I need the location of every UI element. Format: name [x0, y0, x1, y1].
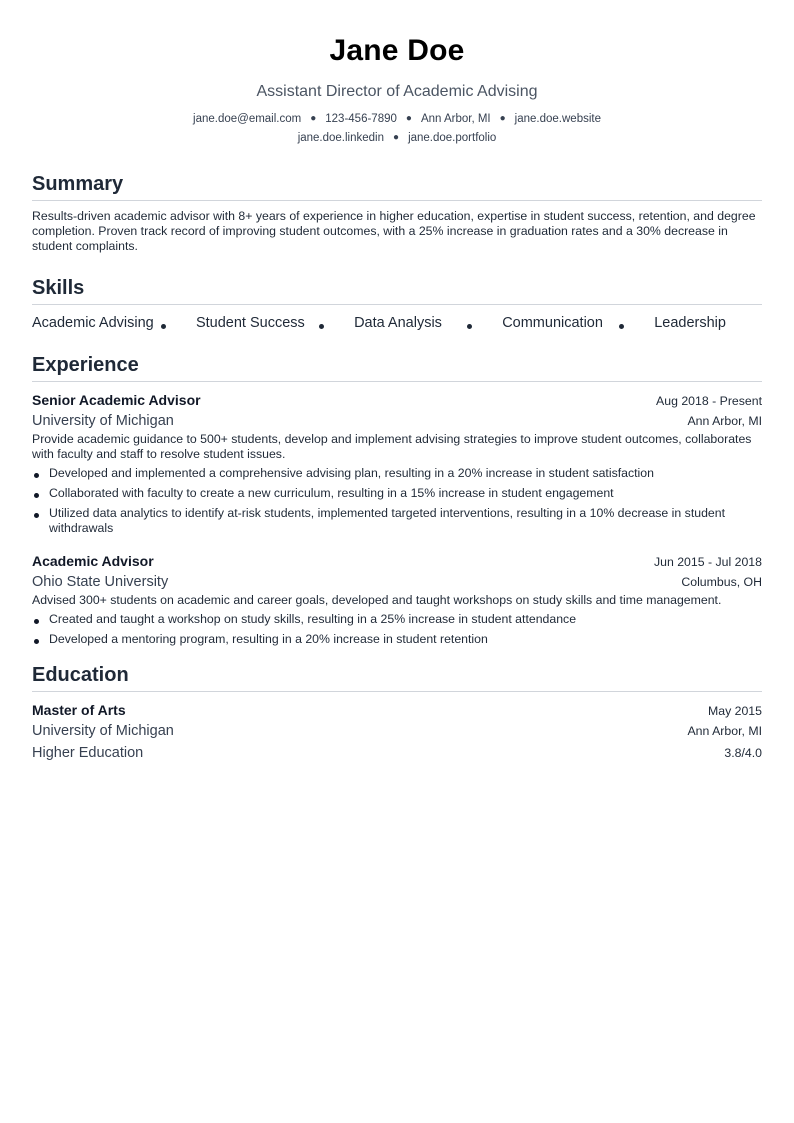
list-item: Collaborated with faculty to create a new curriculum, resulting in a 15% increase in student engagement [32, 486, 762, 501]
school-name: University of Michigan [32, 723, 174, 739]
website-link[interactable]: jane.doe.website [514, 113, 601, 125]
portfolio-link[interactable]: jane.doe.portfolio [408, 132, 497, 144]
education-section [32, 663, 762, 763]
location-text: Ann Arbor, MI [420, 113, 491, 125]
job-description: Provide academic guidance to 500+ students, develop and implement advising strategies to improve student outcomes, collaborates with faculty and staff to resolve student issues. [32, 432, 752, 461]
job-bullets [32, 466, 762, 536]
skill-item [196, 315, 324, 331]
bullet-dot [319, 324, 324, 329]
contact-row [32, 129, 762, 148]
bullet-dot [161, 324, 166, 329]
section-heading: Experience [32, 353, 762, 382]
gpa: 3.8/4.0 [724, 746, 762, 760]
list-item: Created and taught a workshop on study skills, resulting in a 25% increase in student attendance [32, 612, 762, 627]
skill-item [502, 315, 624, 331]
bullet-dot [467, 324, 472, 329]
list-item: Developed a mentoring program, resulting in a 20% increase in student retention [32, 632, 762, 647]
skill-item [32, 315, 166, 331]
resume-header [32, 0, 762, 148]
separator-dot: ● [405, 113, 412, 124]
list-item: Utilized data analytics to identify at-risk students, implemented targeted interventions, resulting in a 10% decrease in student withdrawals [32, 506, 762, 536]
contact-row [32, 110, 762, 129]
bullet-dot [619, 324, 624, 329]
skill-label: Data Analysis [354, 315, 442, 331]
experience-section [32, 353, 762, 647]
skills-section [32, 276, 762, 333]
skill-item [654, 315, 726, 331]
skill-label: Student Success [195, 315, 305, 331]
skill-item [354, 315, 472, 331]
job-bullets [32, 612, 762, 647]
job-dates: Aug 2018 - Present [656, 394, 762, 408]
linkedin-link[interactable]: jane.doe.linkedin [297, 132, 385, 144]
education-entry [32, 701, 762, 763]
job-description: Advised 300+ students on academic and career goals, developed and taught workshops on study skills and time management. [32, 593, 722, 607]
skill-label: Academic Advising [32, 315, 154, 331]
section-heading: Skills [32, 276, 762, 305]
summary-text: Results-driven academic advisor with 8+ years of experience in higher education, expertise in student success, retention, and degree completion. Proven track record of improving student outcomes, with a 25% increase in graduation rates and a 30% decrease in student complaints. [32, 209, 756, 253]
graduation-date: May 2015 [707, 704, 762, 718]
job-role: Academic Advisor [32, 553, 154, 569]
phone-text: 123-456-7890 [325, 113, 397, 125]
separator-dot: ● [499, 113, 506, 124]
list-item: Developed and implemented a comprehensive advising plan, resulting in a 20% increase in student satisfaction [32, 466, 762, 481]
job-entry [32, 552, 762, 647]
school-location: Ann Arbor, MI [687, 724, 762, 738]
job-entry [32, 391, 762, 536]
skill-label: Communication [502, 315, 603, 331]
separator-dot: ● [310, 113, 317, 124]
job-location: Columbus, OH [681, 575, 762, 589]
section-heading: Education [32, 663, 762, 692]
job-location: Ann Arbor, MI [687, 414, 762, 428]
section-heading: Summary [32, 172, 762, 201]
email-link[interactable]: jane.doe@email.com [193, 113, 302, 125]
job-role: Senior Academic Advisor [32, 392, 201, 408]
degree: Master of Arts [32, 702, 126, 718]
job-organization: University of Michigan [32, 413, 174, 429]
job-organization: Ohio State University [32, 574, 169, 590]
candidate-title: Assistant Director of Academic Advising [256, 83, 538, 100]
skill-label: Leadership [654, 315, 726, 331]
job-dates: Jun 2015 - Jul 2018 [653, 555, 762, 569]
field-of-study: Higher Education [32, 745, 144, 761]
summary-section [32, 172, 762, 254]
skills-list [32, 313, 762, 333]
separator-dot: ● [393, 132, 400, 143]
candidate-name: Jane Doe [329, 34, 465, 67]
